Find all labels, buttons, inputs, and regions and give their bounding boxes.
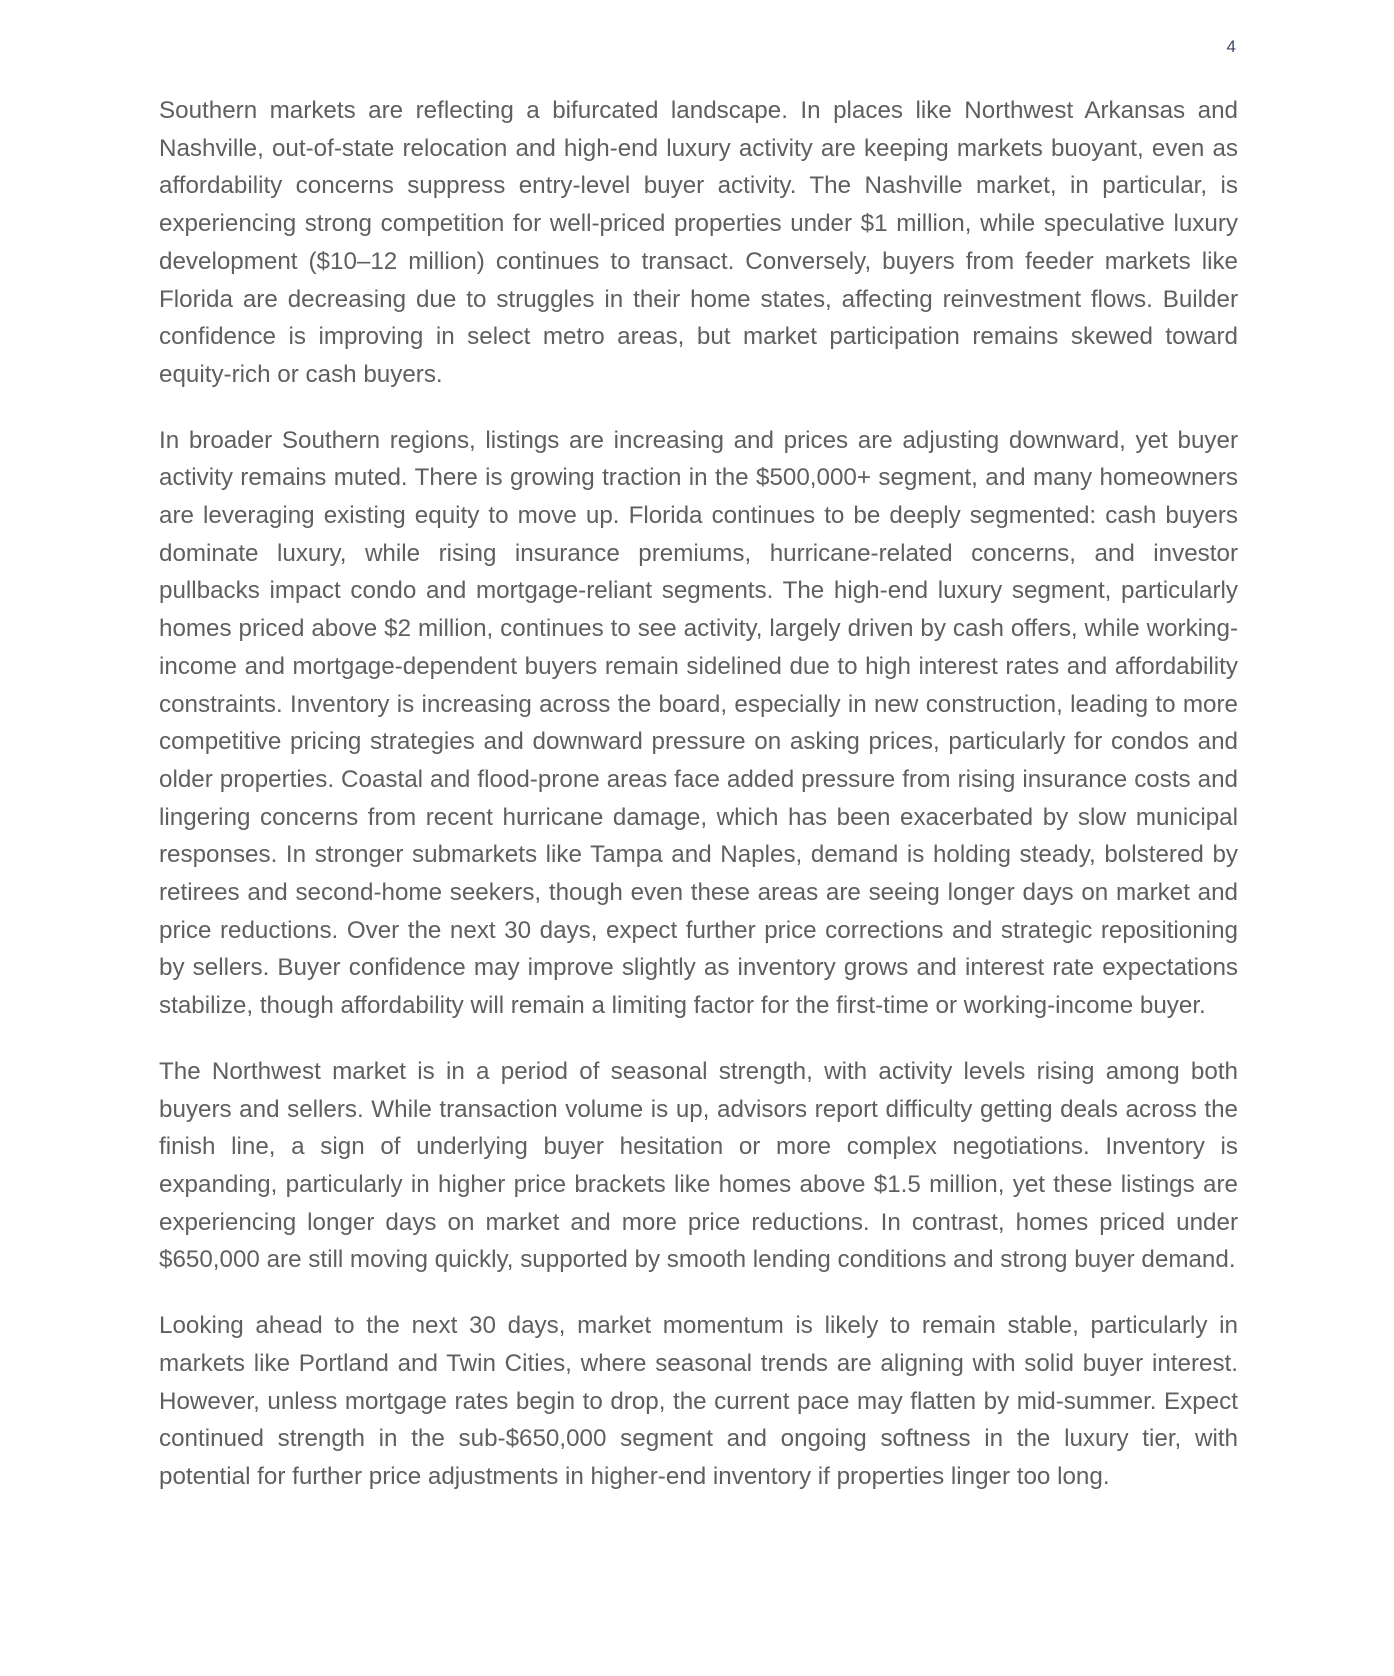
page-number: 4 bbox=[1226, 37, 1236, 56]
paragraph-outlook: Looking ahead to the next 30 days, market momentum is likely to remain stable, particularly in markets like Portland and Twin Cities, where seasonal trends are aligning with solid buyer interest. However, unless mortgage rates begin to drop, the current pace may flatten by mid-summer. Expect continued strength in the sub-$650,000 segment and ongoing softness in the luxury tier, with potential for further price adjustments in higher-end inventory if properties linger too long. bbox=[159, 1312, 1238, 1490]
paragraph-broader-southern-regions: In broader Southern regions, listings are increasing and prices are adjusting downward, yet buyer activity remains muted. There is growing traction in the $500,000+ segment, and many homeowners are leveraging existing equity to move up. Florida continues to be deeply segmented: cash buyers dominate luxury, while rising insurance premiums, hurricane-related concerns, and investor pullbacks impact condo and mortgage-reliant segments. The high-end luxury segment, particularly homes priced above $2 million, continues to see activity, largely driven by cash offers, while working-income and mortgage-dependent buyers remain sidelined due to high interest rates and affordability constraints. Inventory is increasing across the board, especially in new construction, leading to more competitive pricing strategies and downward pressure on asking prices, particularly for condos and older properties. Coastal and flood-prone areas face added pressure from rising insurance costs and lingering concerns from recent hurricane damage, which has been exacerbated by slow municipal responses. In stronger submarkets like Tampa and Naples, demand is holding steady, bolstered by retirees and second-home seekers, though even these areas are seeing longer days on market and price reductions. Over the next 30 days, expect further price corrections and strategic repositioning by sellers. Buyer confidence may improve slightly as inventory grows and interest rate expectations stabilize, though affordability will remain a limiting factor for the first-time or working-income buyer. bbox=[159, 426, 1238, 1020]
body-text bbox=[159, 92, 1238, 1496]
paragraph-northwest-market: The Northwest market is in a period of seasonal strength, with activity levels rising among both buyers and sellers. While transaction volume is up, advisors report difficulty getting deals across the finish line, a sign of underlying buyer hesitation or more complex negotiations. Inventory is expanding, particularly in higher price brackets like homes above $1.5 million, yet these listings are experiencing longer days on market and more price reductions. In contrast, homes priced under $650,000 are still moving quickly, supported by smooth lending conditions and strong buyer demand. bbox=[159, 1057, 1238, 1274]
paragraph-southern-markets: Southern markets are reflecting a bifurcated landscape. In places like Northwest Arkansas and Nashville, out-of-state relocation and high-end luxury activity are keeping markets buoyant, even as affordability concerns suppress entry-level buyer activity. The Nashville market, in particular, is experiencing strong competition for well-priced properties under $1 million, while speculative luxury development ($10–12 million) continues to transact. Conversely, buyers from feeder markets like Florida are decreasing due to struggles in their home states, affecting reinvestment flows. Builder confidence is improving in select metro areas, but market participation remains skewed toward equity-rich or cash buyers. bbox=[159, 97, 1238, 388]
